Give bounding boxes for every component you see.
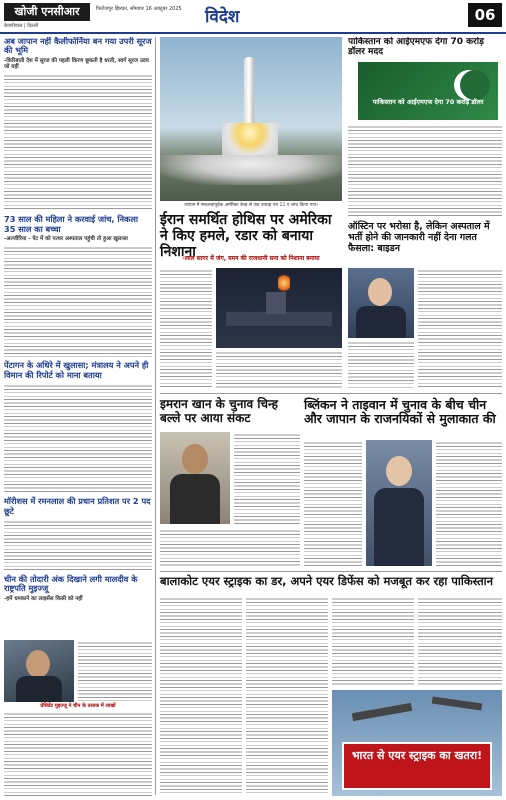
imran-headline: इमरान खान के चुनाव चिन्ह बल्ले पर आया संकट bbox=[160, 397, 279, 425]
maldives-headline: मॉरीशस में रमनलाल की प्रधान प्रतिशत पर 2 पद छूटे bbox=[4, 496, 151, 516]
balakot-headline: बालाकोट एयर स्ट्राइक का डर, अपने एयर डिफेंस को मजबूत कर रहा पाकिस्तान bbox=[160, 574, 494, 588]
imf-banner-image bbox=[358, 62, 498, 120]
biden-headline: ऑस्टिन पर भरोसा है, लेकिन अस्पताल में भर्ती होने की जानकारी नहीं देना गलत फैसला: बाइडन bbox=[348, 221, 490, 254]
imran-body-2 bbox=[160, 528, 300, 566]
balakot-body-2 bbox=[246, 596, 328, 796]
space-headline: अब जापान नहीं कैलीफोर्निया बन गया उपरी सूरज की भूमि bbox=[4, 37, 152, 56]
blinken-photo bbox=[366, 440, 432, 566]
muizzu-photo bbox=[4, 640, 74, 702]
air-strike-ad-box bbox=[342, 742, 492, 790]
china-body-bottom bbox=[4, 711, 152, 797]
pentagon-body bbox=[4, 383, 152, 493]
blinken-body-2 bbox=[436, 440, 502, 566]
china-headline: चीन की तोदारी अंक दिखाने लगी मालदीव के राष्ट्रपति मुइज्जू bbox=[4, 573, 138, 594]
biden-body-2 bbox=[348, 340, 414, 388]
air-strike-graphic bbox=[332, 690, 502, 796]
maldives-body bbox=[4, 519, 152, 571]
imf-headline: पाकिस्तान को आईएमएफ देगा 70 करोड़ डॉलर मदद bbox=[348, 37, 484, 58]
masthead bbox=[0, 0, 506, 34]
space-subhead: -किरिबाती देश में सूरज की पहली किरण छूकती है धरती, स्वर्ग सूरज उदय जो यहीं bbox=[4, 57, 149, 71]
rocket-caption: जापान में सफलतापूर्वक अमेरिका केन्द्र से एक उपग्रह एच 11 ए लांच किया गया। bbox=[184, 203, 318, 208]
story-73-subhead: -अल्जीरिया - पेट में को पत्थर अस्पताल पहुंची तो हुआ खुलासा bbox=[4, 236, 128, 243]
balakot-body-1 bbox=[160, 596, 242, 796]
story-73-headline: 73 साल की महिला ने करवाई जांच, निकला 35 साल का बच्चा bbox=[4, 214, 139, 234]
space-body bbox=[4, 73, 152, 211]
imran-body-1 bbox=[234, 432, 300, 524]
air-strike-ad-text: भारत से एयर स्ट्राइक का खतरा! bbox=[351, 749, 483, 762]
iran-body-2 bbox=[216, 350, 342, 388]
warship-photo bbox=[216, 268, 342, 348]
biden-photo bbox=[348, 268, 414, 338]
newspaper-logo: खोजी एनसीआर bbox=[4, 3, 90, 21]
balakot-body-3 bbox=[332, 596, 414, 686]
iran-body-1 bbox=[160, 268, 212, 388]
column-divider bbox=[155, 37, 156, 795]
blinken-body-1 bbox=[304, 440, 362, 566]
masthead-date: फिरोजपुर झिरका, सोमवार 16 अक्टूबर 2025 bbox=[96, 6, 182, 12]
biden-body-1 bbox=[418, 268, 502, 388]
iran-subhead: -लाल सागर में जंग, यमन की राजधानी सना को निशाना बनाया bbox=[182, 255, 320, 262]
imf-banner-text: पाकिस्तान को आईएमएफ देगा 70 करोड़ डॉलर bbox=[372, 98, 484, 106]
china-subhead: -हमें धमकाने का लाइसेंस किसी को नहीं bbox=[4, 595, 83, 602]
section-title: विदेश bbox=[205, 7, 240, 27]
pentagon-headline: पेंटागन के अधिरे में खुलासा; मंत्रालय ने अपने ही विमान की रिपोर्ट को माना बताया bbox=[4, 360, 149, 380]
row-divider-2 bbox=[160, 571, 502, 572]
row-divider bbox=[160, 393, 502, 394]
story-73-body bbox=[4, 245, 152, 357]
masthead-meta: केजरीवाल | दिल्ली bbox=[4, 23, 39, 29]
balakot-body-4 bbox=[418, 596, 502, 686]
masthead-rule bbox=[0, 32, 506, 34]
rocket-launch-photo bbox=[160, 37, 342, 201]
iran-headline: ईरान समर्थित होथिस पर अमेरिका ने किए हमले, रडार को बनाया निशाना bbox=[160, 212, 332, 261]
imran-photo bbox=[160, 432, 230, 524]
blinken-headline: ब्लिंकन ने ताइवान में चुनाव के बीच चीन और जापान के राजनयिकों से मुलाकात की bbox=[304, 397, 496, 427]
imf-body bbox=[348, 124, 502, 216]
page-number: 06 bbox=[468, 3, 502, 27]
muizzu-caption: प्रेसिडेंट मुइज्जू ने चीन के तलाक में लाखों bbox=[40, 703, 116, 709]
china-body-right bbox=[78, 640, 152, 702]
